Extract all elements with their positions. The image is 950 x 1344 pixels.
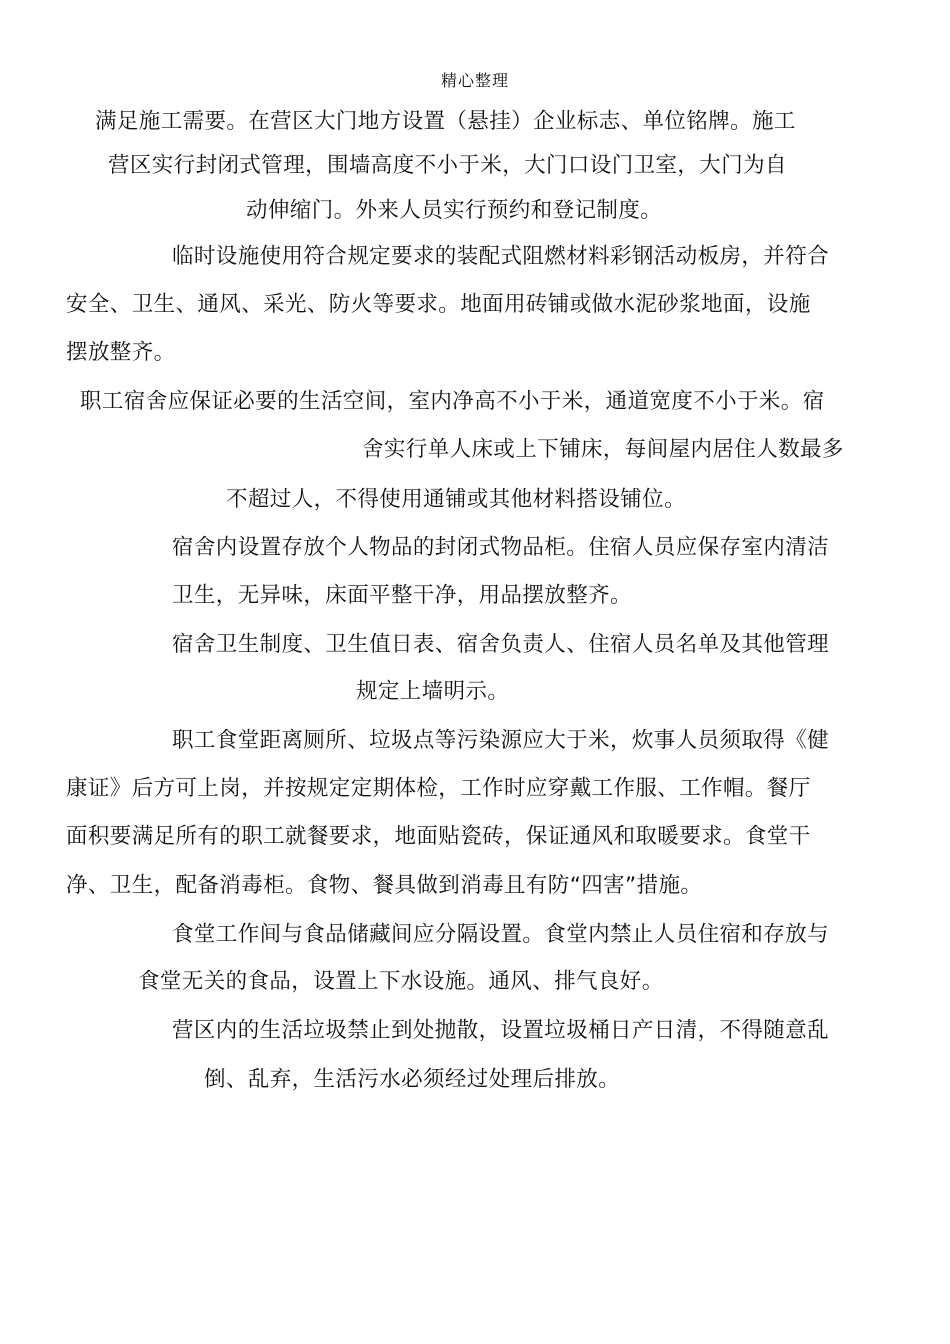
text-line: 营区内的生活垃圾禁止到处抛散，设置垃圾桶日产日清，不得随意乱	[172, 1018, 830, 1043]
page-header: 精心整理	[440, 71, 509, 90]
text-line: 卫生，无异味，床面平整干净，用品摆放整齐。	[172, 583, 632, 608]
text-line: 宿舍卫生制度、卫生值日表、宿舍负责人、住宿人员名单及其他管理	[172, 632, 830, 657]
text-line: 食堂无关的食品，设置上下水设施。通风、排气良好。	[138, 969, 664, 994]
text-line: 职工食堂距离厕所、垃圾点等污染源应大于米，炊事人员须取得《健	[172, 728, 830, 753]
text-line: 满足施工需要。在营区大门地方设置（悬挂）企业标志、单位铭牌。施工	[95, 109, 796, 134]
text-line: 舍实行单人床或上下铺床，每间屋内居住人数最多	[362, 437, 844, 462]
text-line: 安全、卫生、通风、采光、防火等要求。地面用砖铺或做水泥砂浆地面，设施	[66, 292, 811, 317]
text-line: 面积要满足所有的职工就餐要求，地面贴瓷砖，保证通风和取暖要求。食堂干	[66, 824, 811, 849]
text-line: 规定上墙明示。	[356, 679, 510, 704]
text-line: 宿舍内设置存放个人物品的封闭式物品柜。住宿人员应保存室内清洁	[172, 535, 830, 560]
text-line: 净、卫生，配备消毒柜。食物、餐具做到消毒且有防“四害”措施。	[66, 873, 703, 898]
text-line: 摆放整齐。	[66, 340, 176, 365]
text-line: 食堂工作间与食品储藏间应分隔设置。食堂内禁止人员住宿和存放与	[172, 922, 830, 947]
text-line: 倒、乱弃，生活污水必须经过处理后排放。	[204, 1067, 621, 1092]
text-line: 营区实行封闭式管理，围墙高度不小于米，大门口设门卫室，大门为自	[108, 153, 787, 178]
text-line: 临时设施使用符合规定要求的装配式阻燃材料彩钢活动板房，并符合	[172, 244, 830, 269]
text-line: 康证》后方可上岗，并按规定定期体检，工作时应穿戴工作服、工作帽。餐厅	[66, 776, 811, 801]
text-line: 职工宿舍应保证必要的生活空间，室内净高不小于米，通道宽度不小于米。宿	[80, 389, 825, 414]
text-line: 不超过人，不得使用通铺或其他材料搭设铺位。	[226, 487, 686, 512]
text-line: 动伸缩门。外来人员实行预约和登记制度。	[246, 198, 663, 223]
